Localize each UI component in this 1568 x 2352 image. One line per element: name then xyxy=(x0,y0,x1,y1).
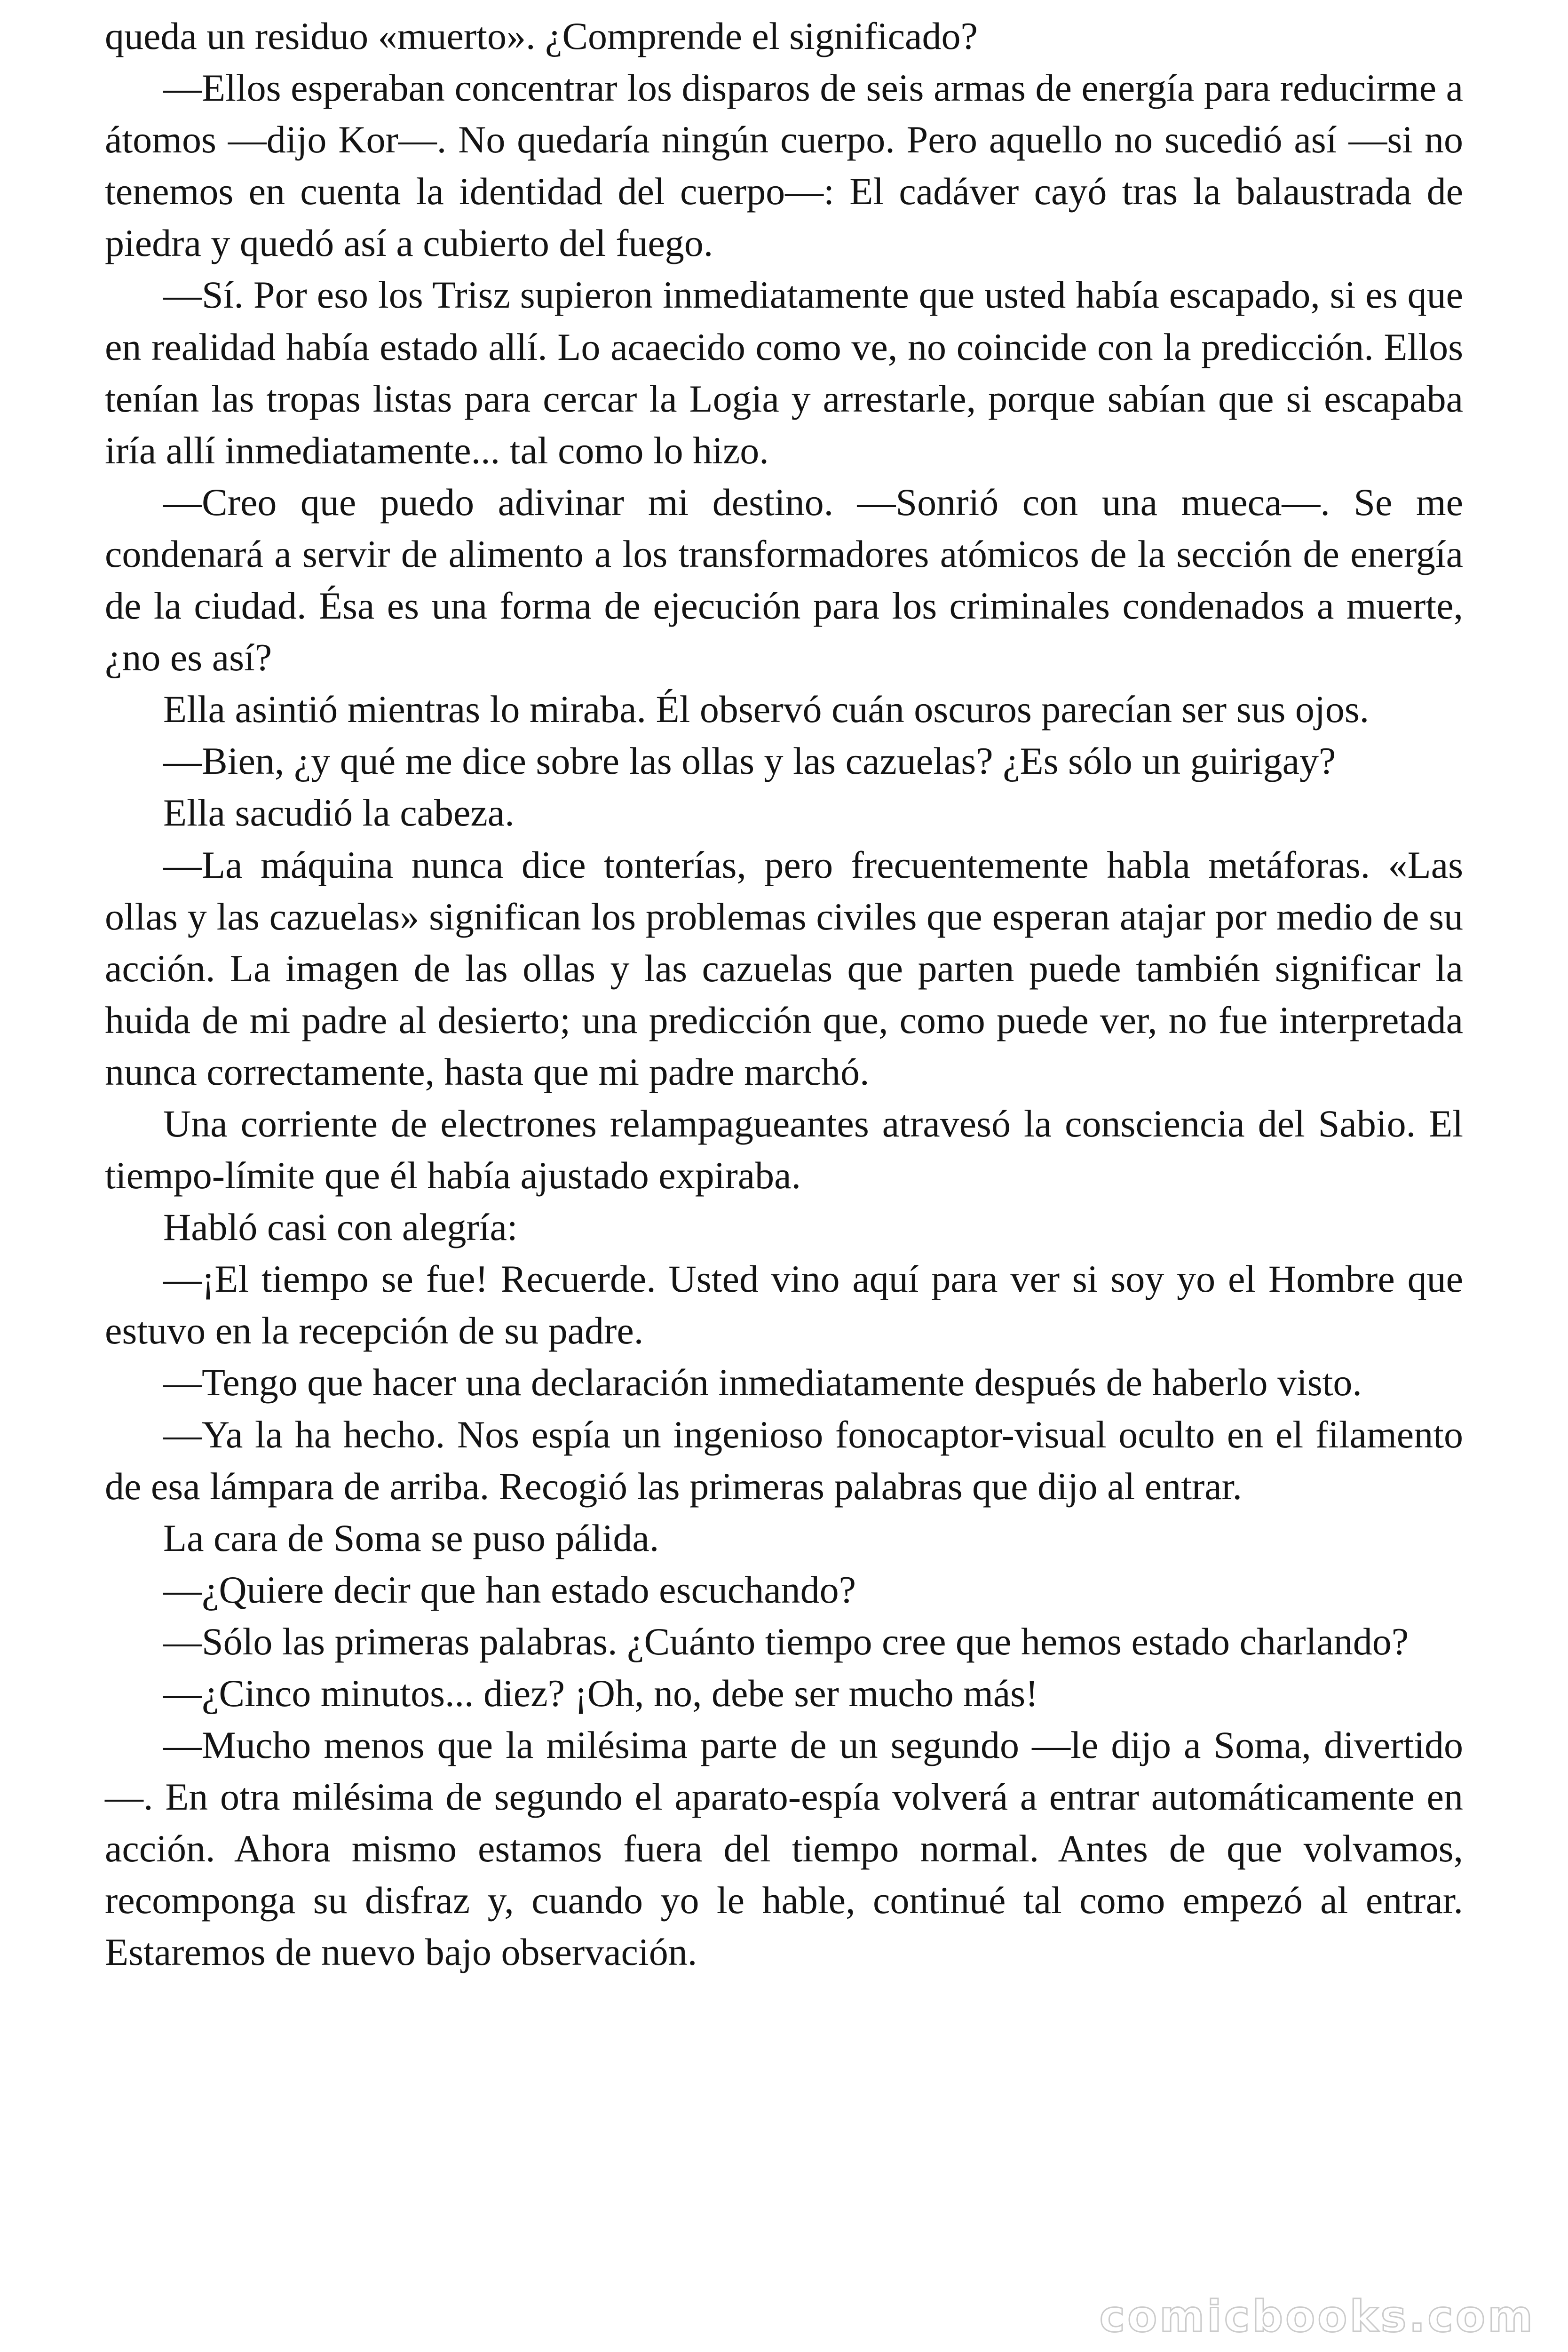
paragraph: La cara de Soma se puso pálida. xyxy=(163,1516,659,1559)
paragraph: —La máquina nunca dice tonterías, pero frecuentemente habla metáforas. «Las ollas y las cazuelas» significan los problemas civiles que esperan atajar por medio de su acción. La imagen de las ollas y las cazuelas que parten puede también significar la huida de mi padre al desierto; una predicción que, como puede ver, no fue interpretada nunca correctamente, hasta que mi padre marchó. xyxy=(105,843,1463,1093)
paragraph: Ella sacudió la cabeza. xyxy=(163,791,515,834)
watermark: comicbooks.com xyxy=(1099,2291,1535,2342)
paragraph: queda un residuo «muerto». ¿Comprende el significado? xyxy=(105,15,978,57)
paragraph: —¡El tiempo se fue! Recuerde. Usted vino aquí para ver si soy yo el Hombre que estuvo en la recepción de su padre. xyxy=(105,1257,1463,1352)
paragraph: —Sólo las primeras palabras. ¿Cuánto tiempo cree que hemos estado charlando? xyxy=(163,1620,1409,1663)
paragraph: —Ellos esperaban concentrar los disparos de seis armas de energía para reducirme a átomos —dijo Kor—. No quedaría ningún cuerpo. Pero aquello no sucedió así —si no tenemos en cuenta la identidad del cuerpo—: El cadáver cayó tras la balaustrada de piedra y quedó así a cubierto del fuego. xyxy=(105,66,1463,265)
paragraph: —Ya la ha hecho. Nos espía un ingenioso fonocaptor-visual oculto en el filamento de esa lámpara de arriba. Recogió las primeras palabras que dijo al entrar. xyxy=(105,1413,1463,1508)
page-text xyxy=(105,10,1463,1979)
paragraph: Ella asintió mientras lo miraba. Él observó cuán oscuros parecían ser sus ojos. xyxy=(163,688,1370,731)
paragraph: —Sí. Por eso los Trisz supieron inmediatamente que usted había escapado, si es que en realidad había estado allí. Lo acaecido como ve, no coincide con la predicción. Ellos tenían las tropas listas para cercar la Logia y arrestarle, porque sabían que si escapaba iría allí inmediatamente... tal como lo hizo. xyxy=(105,273,1463,472)
paragraph: —¿Cinco minutos... diez? ¡Oh, no, debe ser mucho más! xyxy=(163,1672,1038,1715)
paragraph: —Creo que puedo adivinar mi destino. —Sonrió con una mueca—. Se me condenará a servir de alimento a los transformadores atómicos de la sección de energía de la ciudad. Ésa es una forma de ejecución para los criminales condenados a muerte, ¿no es así? xyxy=(105,480,1463,679)
paragraph: —Bien, ¿y qué me dice sobre las ollas y las cazuelas? ¿Es sólo un guirigay? xyxy=(163,739,1336,783)
paragraph: —Tengo que hacer una declaración inmediatamente después de haberlo visto. xyxy=(163,1361,1362,1404)
paragraph: Habló casi con alegría: xyxy=(163,1206,518,1249)
paragraph: Una corriente de electrones relampagueantes atravesó la consciencia del Sabio. El tiempo-límite que él había ajustado expiraba. xyxy=(105,1102,1463,1197)
paragraph: —¿Quiere decir que han estado escuchando? xyxy=(163,1568,856,1611)
paragraph: —Mucho menos que la milésima parte de un segundo —le dijo a Soma, divertido—. En otra milésima de segundo el aparato-espía volverá a entrar automáticamente en acción. Ahora mismo estamos fuera del tiempo normal. Antes de que volvamos, recomponga su disfraz y, cuando yo le hable, continué tal como empezó al entrar. Estaremos de nuevo bajo observación. xyxy=(105,1724,1463,1974)
